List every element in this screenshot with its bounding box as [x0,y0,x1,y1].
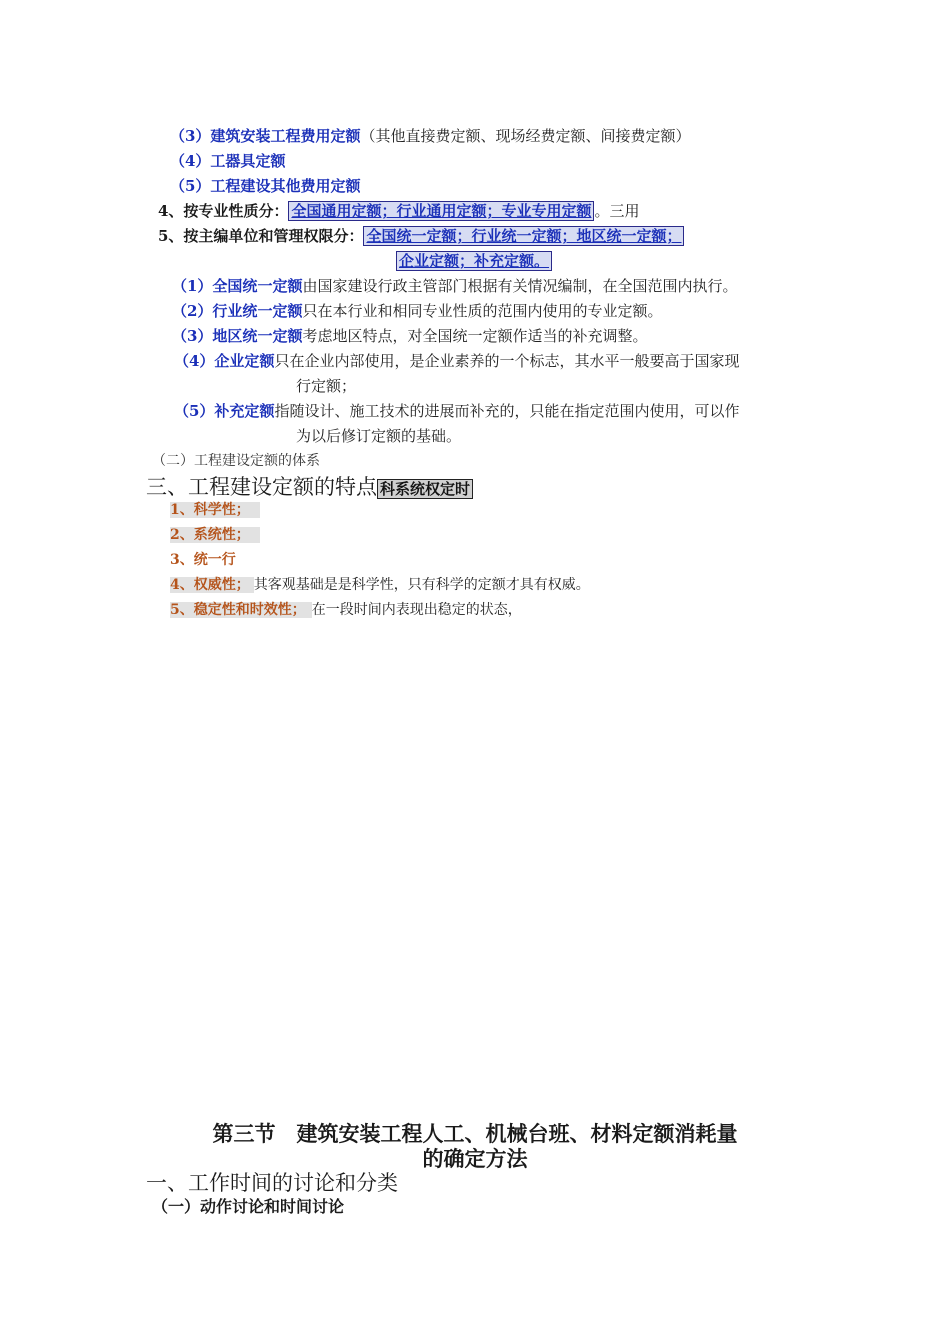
chapter-title-line-1: 第三节 建筑安装工程人工、机械台班、材料定额消耗量 [212,1122,738,1146]
item-4-label: （4）工器具定额 [170,152,286,170]
feature-label-4: 4、权威性； [170,577,254,593]
sub-4-text: 只在企业内部使用，是企业素养的一个标志，其水平一般要高于国家现 [274,352,740,370]
sub-2-text: 只在本行业和相同专业性质的范围内使用的专业定额。 [302,302,663,320]
feature-item [170,575,590,595]
sub-4-enterprise [174,351,739,371]
sub-3-regional [172,326,647,346]
para-5-continued [396,251,552,271]
sub-2-label: （2）行业统一定额 [172,302,303,320]
item-3-text: （其他直接费定额、现场经费定额、间接费定额） [360,127,691,145]
sub-3-text: 考虑地区特点，对全国统一定额作适当的补充调整。 [302,327,648,345]
feature-text-5: 在一段时间内表现出稳定的状态， [311,602,522,618]
para-5-by-authority [158,226,684,246]
para-5-highlight-2: 企业定额；补充定额。 [396,251,552,271]
sub-4-text-2: 行定额； [296,377,357,395]
feature-label-3: 3、统一行 [170,552,236,568]
sub-1-national [172,276,737,296]
feature-label-5: 5、稳定性和时效性； [170,602,312,618]
feature-item [170,550,246,570]
para-4-by-specialty [158,201,639,221]
feature-text-4: 其客观基础是是科学性，只有科学的定额才具有权威。 [253,577,590,593]
feature-item [170,525,260,545]
sub-1-text: 由国家建设行政主管部门根据有关情况编制，在全国范围内执行。 [302,277,738,295]
para-5-label: 5、按主编单位和管理权限分： [158,227,364,245]
feature-label-2: 2、系统性； [170,527,260,543]
section-3-heading [146,474,473,502]
subsection-2-text: （二）工程建设定额的体系 [152,453,320,469]
chapter-title-line-2: 的确定方法 [422,1147,528,1171]
section-3-title: 三、工程建设定额的特点 [146,475,377,499]
feature-label-1: 1、科学性； [170,502,260,518]
subsection-2-heading [152,451,320,471]
para-5-highlight-1: 全国统一定额；行业统一定额；地区统一定额； [363,226,684,246]
sub-5-label: （5）补充定额 [174,402,275,420]
sub-5-text: 指随设计、施工技术的进展而补充的，只能在指定范围内使用，可以作 [274,402,740,420]
para-4-tail: 。三用 [594,202,640,220]
item-3-fee-quota [170,126,690,146]
item-4-tools-quota [170,151,285,171]
sub-2-industry [172,301,662,321]
sub-5-text-2: 为以后修订定额的基础。 [296,427,462,445]
sub-4-label: （4）企业定额 [174,352,275,370]
heading-motion-study [152,1197,344,1217]
item-5-other-quota [170,176,360,196]
sub-3-label: （3）地区统一定额 [172,327,303,345]
section-3-mnemonic: 科系统权定时 [377,479,473,499]
sub-5-continued [296,426,461,446]
heading-work-time [146,1170,398,1196]
item-5-label: （5）工程建设其他费用定额 [170,177,361,195]
sub-1-label: （1）全国统一定额 [172,277,303,295]
sub-4-continued [296,376,356,396]
para-4-highlight: 全国通用定额；行业通用定额；专业专用定额 [288,201,594,221]
sub-5-supplementary [174,401,739,421]
para-4-label: 4、按专业性质分： [158,202,289,220]
item-3-label: （3）建筑安装工程费用定额 [170,127,361,145]
feature-item [170,500,260,520]
heading-work-time-text: 一、工作时间的讨论和分类 [146,1171,398,1195]
heading-motion-study-text: （一）动作讨论和时间讨论 [152,1197,345,1216]
feature-item [170,600,522,620]
